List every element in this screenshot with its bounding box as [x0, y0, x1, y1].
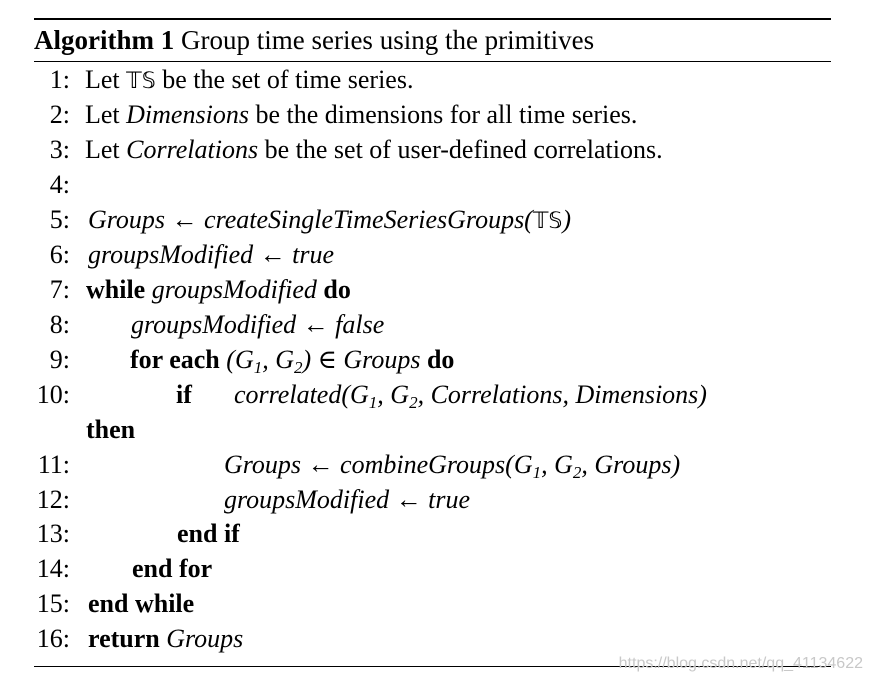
math-variable: Groups	[159, 624, 244, 653]
caption-rule	[34, 61, 831, 62]
keyword-do: do	[323, 275, 351, 304]
math-expression: , Groups)	[581, 450, 681, 479]
line-text: be the dimensions for all time series.	[248, 100, 638, 129]
line-text: Let	[85, 65, 127, 94]
subscript: 1	[253, 358, 263, 377]
line-number: 8:	[49, 310, 70, 339]
keyword-while: while	[86, 275, 146, 304]
math-expression: , G	[541, 450, 573, 479]
line-number: 13:	[36, 519, 70, 548]
line-number: 3:	[49, 135, 70, 164]
math-variable: Correlations	[126, 135, 259, 164]
ts-symbol: 𝕋𝕊	[126, 69, 156, 94]
keyword-end-for: end for	[132, 554, 213, 583]
math-expression: groupsModified ← true	[224, 485, 471, 514]
line-text: Let	[85, 135, 127, 164]
line-number: 4:	[49, 170, 70, 199]
line-number: 9:	[49, 345, 70, 374]
math-expression: correlated(G	[234, 380, 369, 409]
subscript: 2	[409, 393, 418, 412]
math-expression: )	[562, 205, 572, 234]
math-expression: , Correlations, Dimensions)	[417, 380, 707, 409]
ts-symbol: 𝕋𝕊	[532, 209, 563, 234]
math-expression: , G	[377, 380, 410, 409]
top-rule	[34, 18, 831, 20]
keyword-for-each: for each	[130, 345, 220, 374]
subscript: 1	[532, 463, 542, 482]
keyword-end-while: end while	[88, 589, 195, 618]
keyword-do: do	[426, 345, 455, 374]
line-number: 12:	[36, 485, 70, 514]
line-text: be the set of user-defined correlations.	[258, 135, 663, 164]
line-text: be the set of time series.	[155, 65, 414, 94]
algorithm-title: Group time series using the primitives	[180, 25, 595, 55]
subscript: 2	[572, 463, 582, 482]
math-expression: , G	[262, 345, 294, 374]
line-number: 11:	[37, 450, 70, 479]
watermark-text: https://blog.csdn.net/qq_41134622	[618, 655, 863, 672]
subscript: 2	[294, 358, 303, 377]
line-text: Let	[85, 100, 127, 129]
math-expression: Groups ← combineGroups(G	[224, 450, 533, 479]
line-number: 16:	[36, 624, 70, 653]
line-number: 1:	[49, 65, 70, 94]
line-number: 2:	[49, 100, 70, 129]
line-number: 5:	[49, 205, 70, 234]
line-number: 14:	[36, 554, 70, 583]
line-number: 15:	[36, 589, 70, 618]
algorithm-caption	[34, 24, 594, 56]
keyword-then: then	[86, 415, 136, 444]
math-expression: groupsModified ← true	[88, 240, 335, 269]
math-expression: groupsModified ← false	[131, 310, 385, 339]
math-expression: Groups ← createSingleTimeSeriesGroups(	[88, 205, 533, 234]
math-expression: ) ∈ Groups	[302, 345, 427, 374]
keyword-return: return	[88, 624, 160, 653]
math-variable: Dimensions	[126, 100, 249, 129]
math-variable: groupsModified	[145, 275, 324, 304]
algorithm-label: Algorithm 1	[34, 25, 175, 55]
line-number: 7:	[49, 275, 70, 304]
line-number: 10:	[36, 380, 70, 409]
keyword-if: if	[176, 380, 192, 409]
subscript: 1	[368, 393, 378, 412]
keyword-end-if: end if	[177, 519, 240, 548]
math-expression: (G	[219, 345, 254, 374]
line-number: 6:	[49, 240, 70, 269]
